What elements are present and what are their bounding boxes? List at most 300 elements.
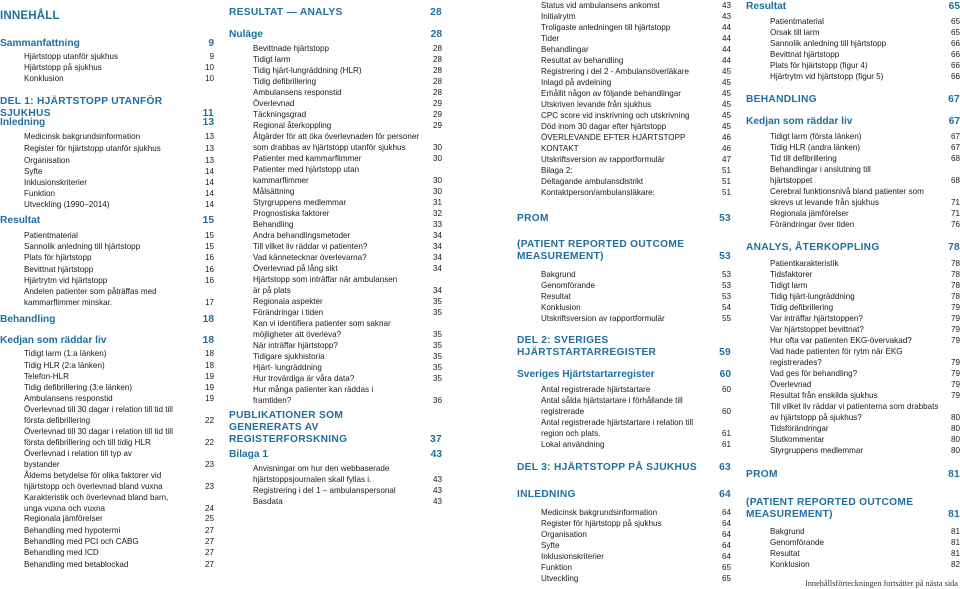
toc-page-number: 19 [204, 394, 214, 403]
toc-entry-title: Basdata [253, 497, 283, 506]
toc-entry-title: Erhållit någon av följande behandlingar [541, 89, 681, 98]
toc-entry-title: Tid till defibrillering [770, 154, 837, 163]
toc-entry [517, 89, 731, 100]
toc-entry-title: Hur ofta var patienten EKG-övervakad? [770, 336, 912, 345]
toc-entry-title: Bakgrund [541, 270, 576, 279]
toc-page-number: 23 [204, 459, 214, 469]
toc-entry [0, 276, 214, 287]
toc-entry [0, 144, 214, 155]
toc-page-number: 71 [950, 197, 960, 207]
toc-entry-title: Utskriftsversion av rapportformulär [541, 314, 665, 323]
toc-page-number: 65 [950, 28, 960, 37]
toc-page-number: 9 [209, 52, 214, 61]
toc-entry-title: Vad ges för behandling? [770, 369, 858, 378]
toc-entry [0, 253, 214, 264]
toc-entry-title: Behandling [0, 314, 56, 325]
toc-entry [229, 99, 442, 110]
toc-entry-title: Utveckling (1990–2014) [24, 200, 110, 209]
toc-page-number: 18 [204, 361, 214, 370]
toc-page-number: 78 [950, 259, 960, 268]
toc-entry-title: Konklusion [770, 560, 810, 569]
toc-page-number: 28 [432, 77, 442, 86]
toc-entry-title: Antal såldа hjärtstartare i förhållande till registrerade [541, 396, 683, 416]
toc-page-number: 17 [204, 297, 214, 307]
toc-page-number: 13 [204, 156, 214, 165]
toc-entry-title: Lokal användning [541, 440, 605, 449]
toc-entry [517, 67, 731, 78]
toc-entry [0, 287, 214, 309]
toc-page-number: 53 [721, 270, 731, 279]
toc-entry-title: Kontaktperson/ambulansläkare: [541, 188, 655, 197]
toc-entry [517, 396, 731, 418]
toc-entry [0, 349, 214, 360]
toc-page-number: 64 [721, 530, 731, 539]
toc-entry-title: Tidigt larm [770, 281, 808, 290]
toc-entry-title: Patientkarakteristik [770, 259, 839, 268]
toc-entry-title: Tidig hjärt-lungräddning (HLR) [253, 66, 362, 75]
toc-entry-title: Tidig defibrillering (3:e länken) [24, 383, 133, 392]
toc-entry [517, 111, 731, 122]
toc-entry [746, 549, 960, 560]
toc-page-number: 10 [204, 74, 214, 83]
toc-entry [229, 231, 442, 242]
toc-entry-title: Slutkommentar [770, 435, 825, 444]
toc-entry-title: Överlevnad i relation till typ av bystander [24, 449, 132, 469]
toc-page-number: 16 [204, 265, 214, 274]
toc-page-number: 28 [432, 44, 442, 53]
toc-entry-title: Funktion [24, 189, 56, 198]
toc-entry-title: Kedjan som räddar liv [746, 116, 853, 127]
toc-entry-title: Resultat [770, 549, 800, 558]
toc-entry-title: Ambulansens responstid [253, 88, 342, 97]
toc-entry [0, 200, 214, 211]
toc-page-number: 71 [950, 209, 960, 218]
toc-entry [746, 28, 960, 39]
toc-entry [746, 72, 960, 83]
toc-entry [229, 154, 442, 165]
toc-entry [517, 1, 731, 12]
toc-entry [0, 132, 214, 143]
toc-entry [229, 121, 442, 132]
toc-entry [746, 187, 960, 209]
toc-entry-title: Behandling med hypotermi [24, 526, 121, 535]
toc-page-number: 18 [204, 349, 214, 358]
toc-entry-title: DEL 3: HJÄRTSTOPP PÅ SJUKHUS [517, 462, 697, 473]
toc-entry-title: Tidigt larm (första länken) [770, 132, 862, 141]
toc-entry-title: Patientmaterial [770, 17, 824, 26]
toc-page-number: 15 [204, 231, 214, 240]
toc-heading [0, 215, 214, 227]
toc-heading [0, 38, 214, 50]
toc-entry-title: PROM [746, 469, 778, 480]
toc-page-number: 64 [721, 508, 731, 517]
toc-entry-title: Hur många patienter kan räddas i framtiden? [253, 385, 374, 405]
toc-page-number: 28 [432, 88, 442, 97]
toc-page-number: 81 [950, 538, 960, 547]
toc-entry-title: Överlevnad [253, 99, 295, 108]
toc-entry-title: Hjärt- lungräddning [253, 363, 322, 372]
toc-entry-title: Tidig HLR (2:a länken) [24, 361, 105, 370]
toc-entry-title: Överlevnad [770, 380, 812, 389]
toc-entry-title: Täckningsgrad [253, 110, 307, 119]
toc-page-number: 60 [721, 385, 731, 394]
toc-entry [746, 336, 960, 347]
toc-entry [517, 292, 731, 303]
toc-entry [229, 308, 442, 319]
toc-entry [229, 220, 442, 231]
toc-page-number: 66 [950, 50, 960, 59]
toc-entry-title: Vad kännetecknar överlevarna? [253, 253, 367, 262]
toc-entry-title: Nuläge [229, 29, 263, 40]
toc-entry-title: Tidig hjärt-lungräddning [770, 292, 855, 301]
toc-entry-title: Sannolik anledning till hjärtstopp [24, 242, 141, 251]
toc-entry-title: Regionala jämförelser [770, 209, 849, 218]
toc-entry-title: Resultat från enskilda sjukhus [770, 391, 878, 400]
toc-entry-title: Utskriven levande från sjukhus [541, 100, 652, 109]
toc-entry [746, 325, 960, 336]
toc-entry-title: Hjärtstopp som inträffar när ambulansen är på plats [253, 275, 398, 295]
toc-page-number: 79 [950, 357, 960, 367]
toc-entry-title: Prognostiska faktorer [253, 209, 330, 218]
toc-entry [746, 209, 960, 220]
toc-entry-title: Antal registrerade hjärtstartare [541, 385, 651, 394]
toc-entry [229, 486, 442, 497]
toc-entry [0, 537, 214, 548]
toc-page-number: 30 [432, 142, 442, 152]
toc-page-number: 32 [432, 209, 442, 218]
toc-page-number: 35 [432, 374, 442, 383]
toc-entry [517, 519, 731, 530]
toc-entry-title: Sveriges Hjärtstartarregister [517, 369, 655, 380]
toc-page-number: 78 [950, 281, 960, 290]
toc-entry-title: RESULTAT — ANALYS [229, 7, 343, 18]
toc-page-number: 45 [721, 111, 731, 120]
toc-entry [746, 292, 960, 303]
toc-entry-title: Död inom 30 dagar efter hjärtstopp [541, 122, 667, 131]
toc-heading [746, 469, 960, 481]
toc-entry [517, 552, 731, 563]
toc-entry [0, 167, 214, 178]
toc-page-number: 14 [204, 189, 214, 198]
toc-entry-title: Patienter med hjärtstopp utan kammarflimmer [253, 165, 360, 185]
continued-note: Innehållsförteckningen fortsätter på nästa sida [805, 579, 958, 588]
toc-entry-title: Behandling med betablockad [24, 560, 129, 569]
toc-entry-title: Sannolik anledning till hjärtstopp [770, 39, 887, 48]
toc-entry-title: Tider [541, 34, 560, 43]
toc-entry [0, 231, 214, 242]
toc-page-number: 14 [204, 178, 214, 187]
toc-entry-title: Plats för hjärtstopp (figur 4) [770, 61, 868, 70]
toc-page-number: 65 [721, 574, 731, 583]
toc-entry-title: Hjärtstopp på sjukhus [24, 63, 102, 72]
toc-page-number: 44 [721, 34, 731, 43]
toc-page-number: 54 [721, 303, 731, 312]
toc-page-number: 10 [204, 63, 214, 72]
toc-entry [746, 538, 960, 549]
toc-page-number: 31 [432, 198, 442, 207]
toc-entry-title: Syfte [541, 541, 560, 550]
toc-entry [746, 165, 960, 187]
toc-page-number: 28 [430, 29, 442, 40]
toc-entry-title: Medicinsk bakgrundsinformation [541, 508, 658, 517]
toc-heading [517, 335, 731, 359]
toc-entry-title: Tidig HLR (andra länken) [770, 143, 861, 152]
toc-entry-title: Tidsförändringar [770, 424, 829, 433]
toc-heading [746, 1, 960, 13]
toc-entry [0, 265, 214, 276]
toc-entry [229, 497, 442, 508]
toc-heading [0, 335, 214, 347]
toc-page-number: 18 [202, 314, 214, 325]
toc-heading [229, 449, 442, 461]
toc-entry-title: Hjärtstopp utanför sjukhus [24, 52, 119, 61]
toc-entry [517, 440, 731, 451]
toc-entry-title: Initialrytm [541, 12, 576, 21]
toc-entry [746, 281, 960, 292]
toc-page-number: 19 [204, 372, 214, 381]
toc-entry-title: Kedjan som räddar liv [0, 335, 107, 346]
toc-entry-title: Register för hjärtstopp på sjukhus [541, 519, 662, 528]
toc-entry [517, 508, 731, 519]
toc-page-number: 46 [721, 133, 731, 142]
toc-page-number: 13 [202, 117, 214, 128]
toc-entry [746, 259, 960, 270]
toc-page-number: 81 [948, 509, 960, 520]
toc-entry [746, 61, 960, 72]
toc-page-number: 47 [721, 155, 731, 164]
toc-heading [0, 314, 214, 326]
toc-entry [0, 189, 214, 200]
toc-page-number: 78 [950, 292, 960, 301]
toc-entry-title: CPC score vid inskrivning och utskrivning [541, 111, 690, 120]
toc-page-number: 34 [432, 253, 442, 262]
toc-page-number: 43 [721, 1, 731, 10]
toc-entry-title: Cerebral funktionsnivå bland patienter som skrevs ut levande från sjukhus [770, 187, 924, 207]
toc-page-number: 67 [950, 132, 960, 141]
toc-entry-title: Registrering i del 2 - Ambulansöverläkare [541, 67, 690, 76]
toc-page-number: 43 [721, 12, 731, 21]
toc-page-number: 34 [432, 285, 442, 295]
toc-entry-title: Antal registrerade hjärtstartare i relation till region och plats. [541, 418, 694, 438]
toc-entry [229, 297, 442, 308]
toc-page-number: 46 [721, 144, 731, 153]
toc-entry [517, 418, 731, 440]
toc-entry [746, 446, 960, 457]
toc-entry [229, 88, 442, 99]
toc-page-number: 28 [432, 66, 442, 75]
toc-entry-title: Vad hade patienten för rytm när EKG registrerades? [770, 347, 903, 367]
toc-heading [517, 213, 731, 225]
toc-entry [746, 17, 960, 28]
toc-page-number: 64 [721, 519, 731, 528]
toc-entry [0, 493, 214, 515]
toc-entry [746, 39, 960, 50]
toc-entry [0, 514, 214, 525]
toc-entry [517, 23, 731, 34]
toc-page-number: 33 [432, 220, 442, 229]
toc-page-number: 80 [950, 424, 960, 433]
toc-page-number: 35 [432, 363, 442, 372]
toc-heading [0, 117, 214, 129]
toc-entry [0, 548, 214, 559]
toc-entry-title: Till vilket liv räddar vi patienterna som drabbats av hjärtstopp på sjukhus? [770, 402, 939, 422]
toc-entry-title: Bevittnade hjärtstopp [253, 44, 330, 53]
toc-entry-title: Tidig defibrillering [253, 77, 317, 86]
toc-page-number: 28 [432, 55, 442, 64]
toc-entry-title: PROM [517, 213, 549, 224]
toc-page-number: 13 [204, 132, 214, 141]
toc-page-number: 35 [432, 308, 442, 317]
toc-entry-title: Behandlingar i anslutning till hjärtstoppet [770, 165, 871, 185]
toc-entry [746, 270, 960, 281]
toc-entry [229, 209, 442, 220]
toc-heading [517, 239, 731, 263]
toc-entry-title: Tidigare sjukhistoria [253, 352, 325, 361]
toc-page-number: 81 [950, 527, 960, 536]
toc-page-number: 51 [721, 188, 731, 197]
toc-entry-title: Karakteristik och överlevnad bland barn, unga vuxna och vuxna [24, 493, 169, 513]
toc-entry-title: Förändringar i tiden [253, 308, 324, 317]
toc-entry [0, 394, 214, 405]
toc-entry-title: Tidigt larm [253, 55, 291, 64]
toc-entry [229, 66, 442, 77]
toc-page-number: 79 [950, 325, 960, 334]
toc-page-number: 53 [721, 292, 731, 301]
toc-page-number: 79 [950, 336, 960, 345]
toc-entry [746, 220, 960, 231]
toc-page-number: 44 [721, 45, 731, 54]
toc-entry [229, 374, 442, 385]
toc-heading [229, 410, 442, 446]
toc-entry [0, 156, 214, 167]
toc-entry-title: Konklusion [24, 74, 64, 83]
toc-page-number: 53 [721, 281, 731, 290]
toc-entry [229, 198, 442, 209]
toc-entry [746, 132, 960, 143]
toc-heading [517, 489, 731, 501]
toc-entry-title: Registrering i del 1 – ambulanspersonal [253, 486, 396, 495]
toc-page-number: 29 [432, 110, 442, 119]
toc-page-number: 22 [204, 415, 214, 425]
toc-page-number: 43 [432, 497, 442, 506]
toc-entry [229, 253, 442, 264]
toc-page-number: 16 [204, 253, 214, 262]
toc-page-number: 78 [948, 242, 960, 253]
toc-page-number: 81 [950, 549, 960, 558]
toc-entry-title: Konklusion [541, 303, 581, 312]
toc-entry-title: Utskriftsversion av rapportformulär [541, 155, 665, 164]
toc-heading [746, 94, 960, 106]
toc-page-number: 80 [950, 446, 960, 455]
toc-entry [517, 281, 731, 292]
toc-page-number: 63 [719, 462, 731, 473]
toc-entry [229, 77, 442, 88]
toc-page-number: 79 [950, 391, 960, 400]
toc-entry-title: Status vid ambulansens ankomst [541, 1, 660, 10]
toc-entry [0, 383, 214, 394]
toc-entry [517, 78, 731, 89]
toc-page-number: 29 [432, 121, 442, 130]
toc-entry-title: Inlagd på avdelning [541, 78, 612, 87]
toc-entry-title: Till vilket liv räddar vi patienten? [253, 242, 368, 251]
toc-entry [517, 122, 731, 133]
toc-entry-title: Ambulansens responstid [24, 394, 113, 403]
toc-entry [517, 100, 731, 111]
toc-entry [229, 44, 442, 55]
toc-entry [746, 303, 960, 314]
toc-page-number: 30 [432, 175, 442, 185]
toc-entry [746, 560, 960, 571]
toc-entry-title: Målsättning [253, 187, 295, 196]
toc-entry-title: Behandling [253, 220, 294, 229]
toc-page-number: 45 [721, 89, 731, 98]
toc-entry [517, 303, 731, 314]
toc-entry [517, 34, 731, 45]
toc-page-number: 45 [721, 67, 731, 76]
toc-entry-title: PUBLIKATIONER SOM GENERERATS AV REGISTERFORSKNING [229, 410, 348, 445]
toc-entry [0, 63, 214, 74]
toc-entry [229, 132, 442, 154]
toc-entry [746, 143, 960, 154]
toc-page-number: 14 [204, 200, 214, 209]
toc-page-number: 44 [721, 56, 731, 65]
toc-page-number: 80 [950, 435, 960, 444]
toc-entry-title: Bevittnat hjärtstopp [24, 265, 94, 274]
toc-entry [517, 314, 731, 325]
toc-entry [229, 352, 442, 363]
toc-entry-title: Styrgruppens medlemmar [770, 446, 864, 455]
toc-page-number: 61 [721, 440, 731, 449]
toc-page-number: 43 [432, 474, 442, 484]
toc-page-number: 76 [950, 220, 960, 229]
toc-entry-title: Överlevnad till 30 dagar i relation till tid till första defibrillering och till tidig HLR [24, 427, 173, 447]
toc-entry [517, 541, 731, 552]
toc-entry [229, 385, 442, 407]
toc-page-number: 34 [432, 242, 442, 251]
toc-entry [0, 449, 214, 471]
toc-page-number: 28 [430, 7, 442, 18]
toc-page-number: 64 [719, 489, 731, 500]
toc-entry-title: Inklusionskriterier [24, 178, 87, 187]
toc-entry-title: Bilaga 2: [541, 166, 573, 175]
toc-entry [229, 110, 442, 121]
toc-page-number: 11 [202, 108, 214, 119]
toc-entry-title: INLEDNING [517, 489, 576, 500]
toc-page-number: 65 [948, 1, 960, 12]
toc-entry [229, 363, 442, 374]
toc-page-number: 45 [721, 100, 731, 109]
toc-entry [517, 574, 731, 585]
toc-entry-title: Bakgrund [770, 527, 805, 536]
toc-entry [746, 369, 960, 380]
toc-entry [746, 380, 960, 391]
toc-entry-title: (PATIENT REPORTED OUTCOME MEASUREMENT) [517, 239, 685, 262]
toc-entry-title: Funktion [541, 563, 573, 572]
toc-heading [517, 369, 731, 381]
toc-entry-title: Organisation [541, 530, 587, 539]
toc-entry [0, 74, 214, 85]
toc-entry [0, 178, 214, 189]
toc-entry-title: Behandling med ICD [24, 548, 99, 557]
toc-entry-title: Resultat [746, 1, 787, 12]
toc-page-number: 79 [950, 314, 960, 323]
toc-page-number: 45 [721, 78, 731, 87]
toc-entry-title: Sammanfattning [0, 38, 80, 49]
toc-entry [746, 424, 960, 435]
toc-entry-title: Genomförande [770, 538, 824, 547]
toc-entry [517, 144, 731, 155]
toc-entry-title: Plats för hjärtstopp [24, 253, 92, 262]
